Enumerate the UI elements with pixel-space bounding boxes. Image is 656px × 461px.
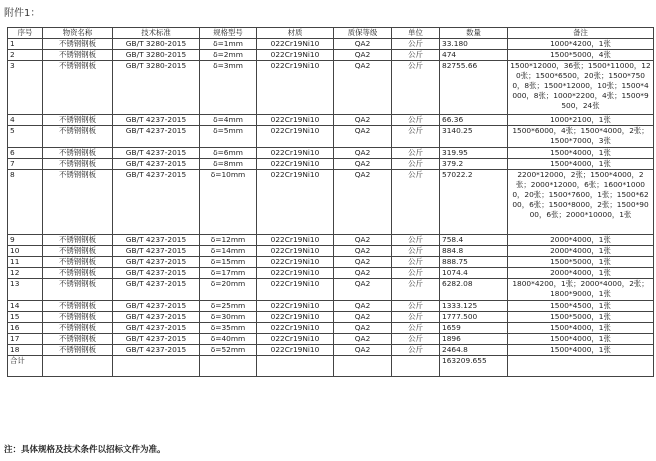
table-row [8, 235, 654, 246]
cell-note: 1000*4200，1张 [508, 39, 654, 50]
total-label: 合计 [8, 356, 43, 377]
header-note: 备注 [508, 28, 654, 39]
cell-note: 2000*4000，1张 [508, 246, 654, 257]
cell-standard: GB/T 4237-2015 [113, 334, 200, 345]
cell-grade: QA2 [334, 235, 392, 246]
cell-grade: QA2 [334, 279, 392, 301]
cell-name: 不锈钢钢板 [43, 159, 113, 170]
cell-seq: 16 [8, 323, 43, 334]
cell-grade: QA2 [334, 159, 392, 170]
table-row [8, 159, 654, 170]
cell-material: 022Cr19Ni10 [257, 279, 334, 301]
header-seq: 序号 [8, 28, 43, 39]
cell-note: 2200*12000，2张；1500*4000，2张；2000*12000，6张；1600*10000，20张；1500*7600，1张；1500*6200，6张；1500*8000，2张；1500*9000，6张；2000*10000，1张 [508, 170, 654, 235]
cell-seq: 6 [8, 148, 43, 159]
cell-grade: QA2 [334, 301, 392, 312]
cell-note: 1500*4000，1张 [508, 334, 654, 345]
cell-grade: QA2 [334, 257, 392, 268]
cell-seq: 8 [8, 170, 43, 235]
cell-note: 1500*4000，1张 [508, 159, 654, 170]
cell-standard: GB/T 4237-2015 [113, 126, 200, 148]
cell-qty: 66.36 [440, 115, 508, 126]
total-empty-cell [113, 356, 200, 377]
cell-qty: 1896 [440, 334, 508, 345]
header-unit: 单位 [392, 28, 440, 39]
cell-qty: 888.75 [440, 257, 508, 268]
cell-spec: δ=3mm [200, 61, 257, 115]
cell-seq: 18 [8, 345, 43, 356]
cell-material: 022Cr19Ni10 [257, 312, 334, 323]
table-row [8, 334, 654, 345]
cell-note: 2000*4000，1张 [508, 268, 654, 279]
cell-seq: 1 [8, 39, 43, 50]
cell-grade: QA2 [334, 61, 392, 115]
cell-seq: 17 [8, 334, 43, 345]
cell-material: 022Cr19Ni10 [257, 126, 334, 148]
cell-unit: 公斤 [392, 170, 440, 235]
total-empty-cell [43, 356, 113, 377]
cell-spec: δ=10mm [200, 170, 257, 235]
table-row [8, 301, 654, 312]
cell-name: 不锈钢钢板 [43, 301, 113, 312]
cell-grade: QA2 [334, 246, 392, 257]
cell-material: 022Cr19Ni10 [257, 268, 334, 279]
cell-spec: δ=14mm [200, 246, 257, 257]
cell-grade: QA2 [334, 334, 392, 345]
cell-seq: 5 [8, 126, 43, 148]
cell-spec: δ=30mm [200, 312, 257, 323]
cell-name: 不锈钢钢板 [43, 246, 113, 257]
cell-note: 1500*12000，36张；1500*11000，120张；1500*6500，20张；1500*7500，8张；1500*12000，10张；1500*4000，8张；1000*2200，4张；1500*9500，24张 [508, 61, 654, 115]
cell-name: 不锈钢钢板 [43, 61, 113, 115]
table-header-row [8, 28, 654, 39]
table-row [8, 257, 654, 268]
cell-standard: GB/T 4237-2015 [113, 235, 200, 246]
cell-spec: δ=5mm [200, 126, 257, 148]
cell-standard: GB/T 4237-2015 [113, 246, 200, 257]
table-row [8, 61, 654, 115]
table-row [8, 170, 654, 235]
cell-note: 1500*4000，1张 [508, 345, 654, 356]
cell-unit: 公斤 [392, 159, 440, 170]
table-total-row [8, 356, 654, 377]
table-row [8, 345, 654, 356]
cell-material: 022Cr19Ni10 [257, 257, 334, 268]
cell-grade: QA2 [334, 312, 392, 323]
cell-unit: 公斤 [392, 301, 440, 312]
cell-seq: 14 [8, 301, 43, 312]
cell-name: 不锈钢钢板 [43, 268, 113, 279]
footnote: 注：具体规格及技术条件以招标文件为准。 [4, 445, 166, 455]
header-qty: 数量 [440, 28, 508, 39]
cell-note: 1500*5000，1张 [508, 312, 654, 323]
cell-spec: δ=8mm [200, 159, 257, 170]
header-grade: 质保等级 [334, 28, 392, 39]
cell-unit: 公斤 [392, 334, 440, 345]
cell-qty: 33.180 [440, 39, 508, 50]
cell-standard: GB/T 4237-2015 [113, 170, 200, 235]
cell-grade: QA2 [334, 323, 392, 334]
cell-material: 022Cr19Ni10 [257, 148, 334, 159]
cell-seq: 3 [8, 61, 43, 115]
cell-standard: GB/T 4237-2015 [113, 301, 200, 312]
cell-standard: GB/T 4237-2015 [113, 159, 200, 170]
cell-seq: 13 [8, 279, 43, 301]
cell-spec: δ=2mm [200, 50, 257, 61]
total-empty-cell [392, 356, 440, 377]
cell-unit: 公斤 [392, 257, 440, 268]
cell-standard: GB/T 3280-2015 [113, 39, 200, 50]
cell-unit: 公斤 [392, 115, 440, 126]
cell-spec: δ=25mm [200, 301, 257, 312]
cell-seq: 15 [8, 312, 43, 323]
cell-name: 不锈钢钢板 [43, 235, 113, 246]
cell-material: 022Cr19Ni10 [257, 50, 334, 61]
cell-seq: 10 [8, 246, 43, 257]
cell-seq: 9 [8, 235, 43, 246]
cell-name: 不锈钢钢板 [43, 334, 113, 345]
cell-material: 022Cr19Ni10 [257, 170, 334, 235]
cell-name: 不锈钢钢板 [43, 170, 113, 235]
cell-qty: 6282.08 [440, 279, 508, 301]
cell-material: 022Cr19Ni10 [257, 115, 334, 126]
cell-unit: 公斤 [392, 61, 440, 115]
header-standard: 技术标准 [113, 28, 200, 39]
cell-material: 022Cr19Ni10 [257, 301, 334, 312]
total-empty-cell [200, 356, 257, 377]
cell-note: 1500*5000，1张 [508, 257, 654, 268]
table-row [8, 115, 654, 126]
cell-seq: 11 [8, 257, 43, 268]
cell-note: 1500*4000，1张 [508, 148, 654, 159]
cell-name: 不锈钢钢板 [43, 323, 113, 334]
cell-unit: 公斤 [392, 126, 440, 148]
table-row [8, 279, 654, 301]
cell-qty: 3140.25 [440, 126, 508, 148]
cell-spec: δ=6mm [200, 148, 257, 159]
cell-spec: δ=15mm [200, 257, 257, 268]
cell-qty: 1333.125 [440, 301, 508, 312]
cell-note: 1000*2100，1张 [508, 115, 654, 126]
cell-seq: 4 [8, 115, 43, 126]
cell-unit: 公斤 [392, 268, 440, 279]
cell-standard: GB/T 4237-2015 [113, 345, 200, 356]
total-empty-cell [257, 356, 334, 377]
cell-standard: GB/T 4237-2015 [113, 148, 200, 159]
cell-standard: GB/T 3280-2015 [113, 50, 200, 61]
cell-qty: 1777.500 [440, 312, 508, 323]
table-row [8, 148, 654, 159]
cell-note: 1800*4200，1张；2000*4000，2张；1800*9000，1张 [508, 279, 654, 301]
cell-note: 1500*5000，4张 [508, 50, 654, 61]
total-qty: 163209.655 [440, 356, 508, 377]
total-empty-cell [334, 356, 392, 377]
cell-qty: 319.95 [440, 148, 508, 159]
cell-standard: GB/T 4237-2015 [113, 257, 200, 268]
cell-spec: δ=1mm [200, 39, 257, 50]
table-row [8, 39, 654, 50]
cell-spec: δ=40mm [200, 334, 257, 345]
cell-qty: 884.8 [440, 246, 508, 257]
table-row [8, 323, 654, 334]
cell-grade: QA2 [334, 148, 392, 159]
cell-spec: δ=17mm [200, 268, 257, 279]
cell-standard: GB/T 4237-2015 [113, 279, 200, 301]
cell-unit: 公斤 [392, 323, 440, 334]
cell-name: 不锈钢钢板 [43, 312, 113, 323]
cell-spec: δ=20mm [200, 279, 257, 301]
cell-grade: QA2 [334, 345, 392, 356]
cell-unit: 公斤 [392, 246, 440, 257]
cell-qty: 2464.8 [440, 345, 508, 356]
cell-name: 不锈钢钢板 [43, 257, 113, 268]
cell-spec: δ=12mm [200, 235, 257, 246]
cell-qty: 758.4 [440, 235, 508, 246]
cell-unit: 公斤 [392, 148, 440, 159]
header-spec: 规格型号 [200, 28, 257, 39]
cell-unit: 公斤 [392, 312, 440, 323]
cell-grade: QA2 [334, 50, 392, 61]
cell-unit: 公斤 [392, 279, 440, 301]
cell-spec: δ=35mm [200, 323, 257, 334]
cell-name: 不锈钢钢板 [43, 345, 113, 356]
cell-standard: GB/T 4237-2015 [113, 268, 200, 279]
cell-unit: 公斤 [392, 345, 440, 356]
cell-qty: 57022.2 [440, 170, 508, 235]
cell-name: 不锈钢钢板 [43, 148, 113, 159]
cell-name: 不锈钢钢板 [43, 126, 113, 148]
cell-spec: δ=52mm [200, 345, 257, 356]
cell-note: 1500*4500，1张 [508, 301, 654, 312]
cell-standard: GB/T 4237-2015 [113, 312, 200, 323]
cell-qty: 379.2 [440, 159, 508, 170]
cell-grade: QA2 [334, 115, 392, 126]
header-material: 材质 [257, 28, 334, 39]
cell-name: 不锈钢钢板 [43, 279, 113, 301]
table-row [8, 246, 654, 257]
cell-note: 1500*6000，4张；1500*4000，2张；1500*7000，3张 [508, 126, 654, 148]
cell-qty: 474 [440, 50, 508, 61]
cell-standard: GB/T 3280-2015 [113, 61, 200, 115]
cell-material: 022Cr19Ni10 [257, 61, 334, 115]
materials-table [7, 27, 654, 377]
cell-standard: GB/T 4237-2015 [113, 115, 200, 126]
cell-spec: δ=4mm [200, 115, 257, 126]
cell-qty: 1659 [440, 323, 508, 334]
cell-name: 不锈钢钢板 [43, 115, 113, 126]
cell-grade: QA2 [334, 39, 392, 50]
cell-seq: 12 [8, 268, 43, 279]
cell-material: 022Cr19Ni10 [257, 159, 334, 170]
header-name: 物资名称 [43, 28, 113, 39]
cell-name: 不锈钢钢板 [43, 50, 113, 61]
table-row [8, 50, 654, 61]
cell-unit: 公斤 [392, 39, 440, 50]
cell-qty: 1074.4 [440, 268, 508, 279]
total-empty-cell [508, 356, 654, 377]
cell-qty: 82755.66 [440, 61, 508, 115]
cell-material: 022Cr19Ni10 [257, 334, 334, 345]
cell-material: 022Cr19Ni10 [257, 323, 334, 334]
cell-seq: 2 [8, 50, 43, 61]
cell-grade: QA2 [334, 170, 392, 235]
cell-note: 2000*4000，1张 [508, 235, 654, 246]
cell-note: 1500*4000，1张 [508, 323, 654, 334]
cell-grade: QA2 [334, 126, 392, 148]
cell-material: 022Cr19Ni10 [257, 39, 334, 50]
cell-name: 不锈钢钢板 [43, 39, 113, 50]
cell-unit: 公斤 [392, 235, 440, 246]
cell-unit: 公斤 [392, 50, 440, 61]
cell-seq: 7 [8, 159, 43, 170]
attachment-label: 附件1： [4, 8, 41, 19]
table-row [8, 268, 654, 279]
table-row [8, 126, 654, 148]
table-row [8, 312, 654, 323]
cell-material: 022Cr19Ni10 [257, 246, 334, 257]
cell-grade: QA2 [334, 268, 392, 279]
cell-material: 022Cr19Ni10 [257, 235, 334, 246]
cell-standard: GB/T 4237-2015 [113, 323, 200, 334]
cell-material: 022Cr19Ni10 [257, 345, 334, 356]
